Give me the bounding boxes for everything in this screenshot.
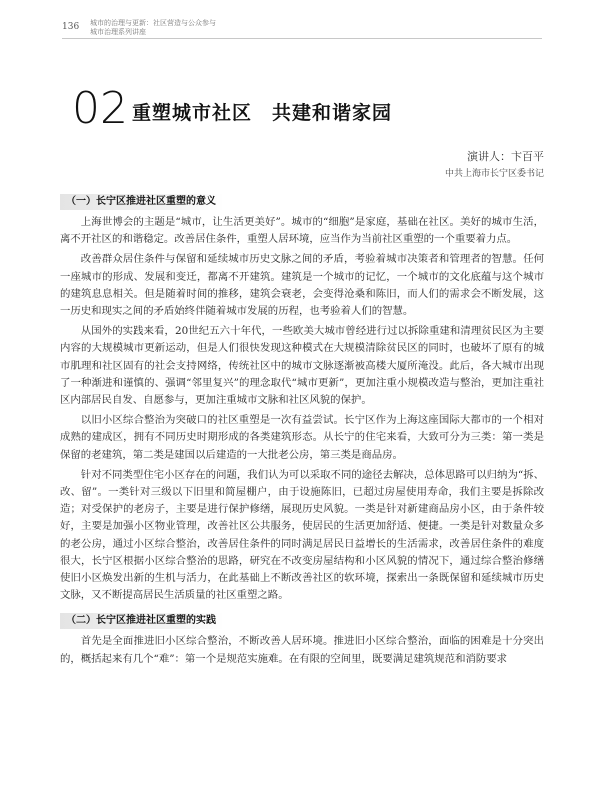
article-body — [60, 188, 544, 671]
chapter-title: 重塑城市社区 共建和谐家园 — [132, 102, 393, 124]
header-series-title: 城市的治理与更新：社区营造与公众参与 — [90, 19, 216, 27]
section-heading-1: （一）长宁区推进社区重塑的意义 — [60, 194, 224, 210]
page-number: 136 — [62, 22, 80, 32]
paragraph: 上海世博会的主题是“城市，让生活更美好”。城市的“细胞”是家庭，基础在社区。美好的城市生活，离不开社区的和谐稳定。改善居住条件，重塑人居环境，应当作为当前社区重塑的一个重要着力点。 — [60, 216, 544, 246]
paragraph: 针对不同类型住宅小区存在的问题，我们认为可以采取不同的途径去解决，总体思路可以归纳为“拆、改、留”。一类针对三级以下旧里和简屋棚户，由于设施陈旧，已超过房屋使用寿命，我们主要是拆除改造；对受保护的老房子，主要是进行保护修缮，展现历史风貌。一类是针对新建商品房小区，由于条件较好，主要是加强小区物业管理，改善社区公共服务，使居民的生活更加舒适、便捷。一类是针对数量众多的老公房，通过小区综合整治，改善居住条件的同时满足居民日益增长的生活需求，改善居住条件的难度很大，长宁区根据小区综合整治的思路，研究在不改变房屋结构和小区风貌的情况下，通过综合整治修缮使旧小区焕发出新的生机与活力，在此基础上不断改善社区的软环境，探索出一条既保留和延续城市历史文脉，又不断提高居民生活质量的社区重塑之路。 — [60, 468, 544, 602]
chapter-number: 02 — [72, 83, 128, 134]
header-rule — [62, 38, 542, 39]
paragraph: 改善群众居住条件与保留和延续城市历史文脉之间的矛盾，考验着城市决策者和管理者的智慧。任何一座城市的形成、发展和变迁，都离不开建筑。建筑是一个城市的记忆，一个城市的文化底蕴与这个城市的建筑息息相关。但是随着时间的推移，建筑会衰老，会变得沧桑和陈旧，而人们的需求会不断发展，这一历史和现实之间的矛盾始终伴随着城市发展的历程，也考验着人们的智慧。 — [60, 253, 544, 318]
running-header — [62, 16, 542, 38]
paragraph: 以旧小区综合整治为突破口的社区重塑是一次有益尝试。长宁区作为上海这座国际大都市的一个相对成熟的建成区，拥有不同历史时期形成的各类建筑形态。从长宁的住宅来看，大致可分为三类：第一类是保留的老建筑，第二类是建国以后建造的一大批老公房，第三类是商品房。 — [60, 414, 544, 461]
paragraph: 首先是全面推进旧小区综合整治，不断改善人居环境。推进旧小区综合整治，面临的困难是十分突出的，概括起来有几个“难”：第一个是规范实施难。在有限的空间里，既要满足建筑规范和消防要求 — [60, 635, 544, 665]
header-subtitle: 城市治理系列讲座 — [90, 28, 146, 36]
speaker-name: 演讲人：卞百平 — [467, 150, 544, 163]
paragraph: 从国外的实践来看，20世纪五六十年代，一些欧美大城市曾经进行过以拆除重建和清理贫民区为主要内容的大规模城市更新运动，但是人们很快发现这种模式在大规模清除贫民区的同时，也破坏了原有的城市肌理和社区固有的社会支持网络，传统社区中的城市文脉逐渐被高楼大厦所淹没。此后，各大城市出现了一种渐进和谨慎的、强调“邻里复兴”的理念取代“城市更新”，更加注重小规模改造与整治，更加注重社区内部居民自发、自愿参与，更加注重城市文脉和社区风貌的保护。 — [60, 325, 544, 407]
section-heading-2: （二）长宁区推进社区重塑的实践 — [60, 613, 224, 629]
speaker-organization: 中共上海市长宁区委书记 — [444, 169, 544, 179]
